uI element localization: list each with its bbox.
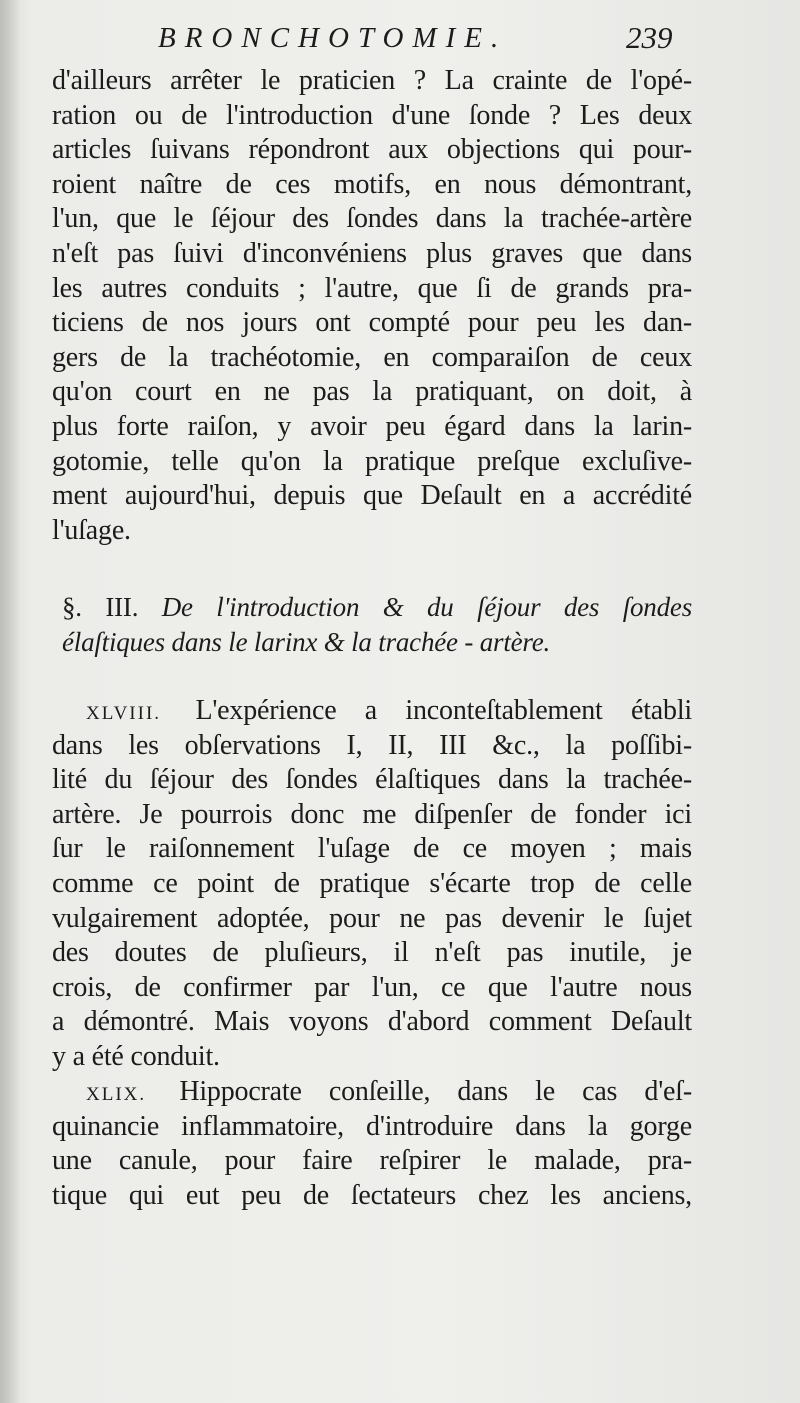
text-line: gers de la trachéotomie, en comparaiſon de ceux — [52, 341, 692, 373]
text-line: des doutes de pluſieurs, il n'eſt pas inutile, je — [52, 937, 692, 969]
text-line: quinancie inflammatoire, d'introduire dans la gorge — [52, 1110, 692, 1142]
text-line: ticiens de nos jours ont compté pour peu les dan- — [52, 307, 692, 339]
text-line: crois, de confirmer par l'un, ce que l'autre nous — [52, 971, 692, 1003]
page-binding-shadow — [0, 0, 20, 1403]
text-line: ſur le raiſonnement l'uſage de ce moyen ; mais — [52, 833, 692, 865]
text-line: une canule, pour faire reſpirer le malade, pra- — [52, 1145, 692, 1177]
text-line: les autres conduits ; l'autre, que ſi de grands pra- — [52, 272, 692, 304]
section-label: §. III. — [62, 592, 139, 622]
text-line: qu'on court en ne pas la pratiquant, on doit, à — [52, 376, 692, 408]
section-heading — [62, 590, 692, 659]
section-title-line-1: De l'introduction & du ſéjour des ſondes — [161, 592, 692, 622]
page-number: 239 — [626, 20, 673, 55]
paragraph-numeral: XLIX. — [86, 1084, 147, 1105]
text-line: vulgairement adoptée, pour ne pas devenir le ſujet — [52, 902, 692, 934]
text-line: dans les obſervations I, II, III &c., la poſſibi- — [52, 729, 692, 761]
text-line: gotomie, telle qu'on la pratique preſque excluſive- — [52, 445, 692, 477]
paragraph-xlviii — [52, 694, 692, 1075]
text-line: articles ſuivans répondront aux objections qui pour- — [52, 134, 692, 166]
paragraph-numeral: XLVIII. — [86, 703, 162, 724]
text-line: l'un, que le ſéjour des ſondes dans la trachée-artère — [52, 203, 692, 235]
text-line: d'ailleurs arrêter le praticien ? La crainte de l'opé- — [52, 65, 692, 96]
text-line: n'eſt pas ſuivi d'inconvéniens plus graves que dans — [52, 237, 692, 269]
text-line: ment aujourd'hui, depuis que Deſault en a accrédité — [52, 480, 692, 512]
running-head-title: BRONCHOTOMIE. — [158, 22, 508, 54]
paragraph-first-line: L'expérience a inconteſtablement établi — [195, 695, 692, 726]
paragraph-first-line: Hippocrate conſeille, dans le cas d'eſ- — [179, 1076, 692, 1107]
text-line: plus forte raiſon, y avoir peu égard dans la larin- — [52, 410, 692, 442]
text-line: ration ou de l'introduction d'une ſonde ? Les deux — [52, 99, 692, 131]
text-line: a démontré. Mais voyons d'abord comment Deſault — [52, 1006, 692, 1038]
text-line: tique qui eut peu de ſectateurs chez les anciens, — [52, 1179, 692, 1211]
paragraph-1 — [52, 64, 692, 548]
text-line: y a été conduit. — [52, 1040, 220, 1072]
section-title-line-2: élaſtiques dans le larinx & la trachée - artère. — [62, 626, 551, 657]
text-line: artère. Je pourrois donc me diſpenſer de fonder ici — [52, 798, 692, 830]
text-line: roient naître de ces motifs, en nous démontrant, — [52, 168, 692, 200]
running-head — [0, 22, 800, 62]
paragraph-xlix — [52, 1075, 692, 1213]
text-line: lité du ſéjour des ſondes élaſtiques dans la trachée- — [52, 764, 692, 796]
text-line: l'uſage. — [52, 514, 131, 546]
text-line: comme ce point de pratique s'écarte trop de celle — [52, 867, 692, 899]
